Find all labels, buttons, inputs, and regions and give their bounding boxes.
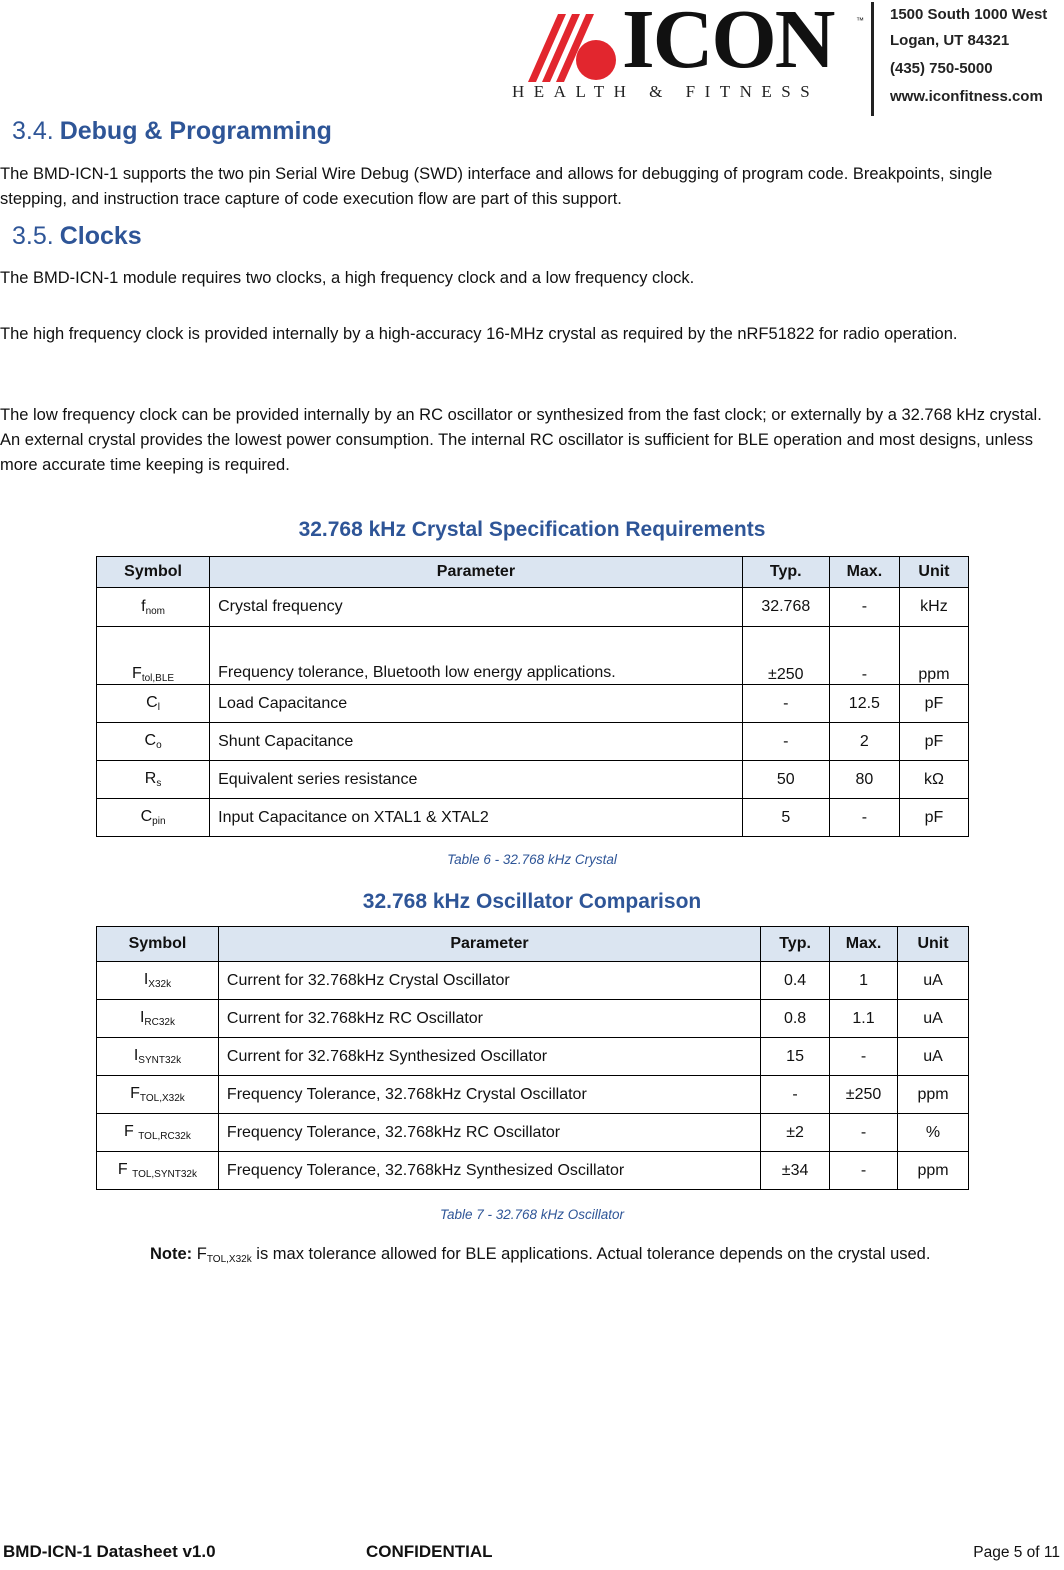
symbol-cell: $F_{tol,BLE}$	[97, 627, 210, 685]
unit-cell: %	[898, 1114, 969, 1152]
table-row	[97, 1152, 969, 1190]
table-row	[97, 588, 969, 627]
note-label: Note:	[150, 1245, 193, 1263]
section-number: 3.4.	[12, 117, 54, 145]
footer-confidential: CONFIDENTIAL	[366, 1542, 493, 1561]
header-max: Max.	[829, 557, 899, 588]
max-cell: -	[830, 1038, 898, 1076]
max-cell: -	[829, 799, 899, 837]
header-unit: Unit	[898, 927, 969, 962]
max-cell: -	[830, 1152, 898, 1190]
header-parameter: Parameter	[218, 927, 760, 962]
table-row	[97, 685, 969, 723]
logo-divider	[871, 2, 874, 116]
unit-cell: uA	[898, 962, 969, 1000]
typ-cell: ±2	[761, 1114, 830, 1152]
company-logo	[512, 2, 1064, 114]
table-row	[97, 761, 969, 799]
paragraph-clocks-3: The low frequency clock can be provided internally by an RC oscillator or synthesized from the fast clock; or externally by a 32.768 kHz crystal. An external crystal provides the lowest power consumption. The internal RC oscillator is sufficient for BLE operation and most designs, unless more accurate time keeping is required.	[0, 406, 1042, 474]
parameter-cell: Current for 32.768kHz RC Oscillator	[218, 1000, 760, 1038]
logo-trademark: ™	[856, 16, 864, 25]
section-heading-clocks	[12, 222, 142, 251]
table2-title: 32.768 kHz Oscillator Comparison	[362, 890, 702, 913]
note-symbol: F	[196, 1245, 207, 1263]
max-cell: ±250	[830, 1076, 898, 1114]
typ-cell: 0.8	[761, 1000, 830, 1038]
max-cell: 80	[829, 761, 899, 799]
address-line-1: 1500 South 1000 West	[890, 6, 1048, 23]
unit-cell: ppm	[899, 627, 968, 685]
address-line-3: (435) 750-5000	[890, 60, 993, 77]
symbol-cell: F $_{TOL,RC32k}$	[97, 1114, 219, 1152]
parameter-cell: Frequency tolerance, Bluetooth low energy applications.	[210, 627, 743, 685]
symbol-cell: $R_s$	[97, 761, 210, 799]
typ-cell: 5	[742, 799, 829, 837]
table2-caption: Table 7 - 32.768 kHz Oscillator	[439, 1207, 625, 1222]
parameter-cell: Input Capacitance on XTAL1 & XTAL2	[210, 799, 743, 837]
max-cell: 1	[830, 962, 898, 1000]
header-symbol: Symbol	[97, 557, 210, 588]
table-row	[97, 1000, 969, 1038]
paragraph-debug: The BMD-ICN-1 supports the two pin Serial Wire Debug (SWD) interface and allows for debugging of program code. Breakpoints, single stepping, and instruction trace capture of code execution flow are part of this support.	[0, 165, 993, 208]
typ-cell: -	[761, 1076, 830, 1114]
unit-cell: uA	[898, 1000, 969, 1038]
table-row	[97, 962, 969, 1000]
section-heading-debug	[12, 117, 332, 146]
typ-cell: 15	[761, 1038, 830, 1076]
table-header-row	[97, 927, 969, 962]
paragraph-clocks-2: The high frequency clock is provided internally by a high-accuracy 16-MHz crystal as required by the nRF51822 for radio operation.	[0, 325, 958, 343]
crystal-spec-table	[96, 556, 969, 837]
symbol-cell: $C_l$	[97, 685, 210, 723]
header-parameter: Parameter	[210, 557, 743, 588]
symbol-cell: $I_{RC32k}$	[97, 1000, 219, 1038]
header-typ: Typ.	[742, 557, 829, 588]
parameter-cell: Crystal frequency	[210, 588, 743, 627]
typ-cell: ±34	[761, 1152, 830, 1190]
table1-caption: Table 6 - 32.768 kHz Crystal	[447, 852, 617, 867]
section-number: 3.5.	[12, 222, 54, 250]
parameter-cell: Current for 32.768kHz Crystal Oscillator	[218, 962, 760, 1000]
footer-page-number: Page 5 of 11	[973, 1544, 1060, 1561]
typ-cell: 32.768	[742, 588, 829, 627]
note-symbol-sub: TOL,X32k	[206, 1254, 252, 1265]
parameter-cell: Frequency Tolerance, 32.768kHz Crystal Oscillator	[218, 1076, 760, 1114]
table-header-row	[97, 557, 969, 588]
typ-cell: 0.4	[761, 962, 830, 1000]
header-symbol: Symbol	[97, 927, 219, 962]
unit-cell: kHz	[899, 588, 968, 627]
max-cell: -	[829, 588, 899, 627]
max-cell: 2	[829, 723, 899, 761]
unit-cell: pF	[899, 685, 968, 723]
header-max: Max.	[830, 927, 898, 962]
max-cell: -	[830, 1114, 898, 1152]
table-row	[97, 627, 969, 685]
unit-cell: ppm	[898, 1076, 969, 1114]
typ-cell: -	[742, 723, 829, 761]
paragraph-clocks-1: The BMD-ICN-1 module requires two clocks, a high frequency clock and a low frequency clock.	[0, 269, 695, 287]
table-row	[97, 723, 969, 761]
symbol-cell: $F_{TOL,X32k}$	[97, 1076, 219, 1114]
symbol-cell: $C_{pin}$	[97, 799, 210, 837]
footer-doc-title: BMD-ICN-1 Datasheet v1.0	[3, 1542, 216, 1561]
parameter-cell: Frequency Tolerance, 32.768kHz Synthesized Oscillator	[218, 1152, 760, 1190]
table-row	[97, 1038, 969, 1076]
symbol-cell: $C_o$	[97, 723, 210, 761]
oscillator-comparison-table	[96, 926, 969, 1190]
table-row	[97, 1114, 969, 1152]
parameter-cell: Load Capacitance	[210, 685, 743, 723]
note-text: is max tolerance allowed for BLE applications. Actual tolerance depends on the crystal used.	[251, 1245, 931, 1263]
parameter-cell: Equivalent series resistance	[210, 761, 743, 799]
address-line-4: www.iconfitness.com	[890, 88, 1043, 105]
header-typ: Typ.	[761, 927, 830, 962]
unit-cell: pF	[899, 799, 968, 837]
note-paragraph	[150, 1242, 1030, 1272]
symbol-cell: F $_{TOL,SYNT32k}$	[97, 1152, 219, 1190]
unit-cell: ppm	[898, 1152, 969, 1190]
logo-subtitle: HEALTH & FITNESS	[512, 82, 820, 101]
symbol-cell: $f_{nom}$	[97, 588, 210, 627]
symbol-cell: $I_{SYNT32k}$	[97, 1038, 219, 1076]
unit-cell: kΩ	[899, 761, 968, 799]
section-title: Debug & Programming	[59, 117, 332, 145]
header-unit: Unit	[899, 557, 968, 588]
unit-cell: uA	[898, 1038, 969, 1076]
typ-cell: -	[742, 685, 829, 723]
address-line-2: Logan, UT 84321	[890, 32, 1010, 49]
table-row	[97, 1076, 969, 1114]
icon-logo-mark	[514, 10, 624, 82]
max-cell: 1.1	[830, 1000, 898, 1038]
unit-cell: pF	[899, 723, 968, 761]
table-row	[97, 799, 969, 837]
section-title: Clocks	[59, 222, 142, 250]
logo-word: ICON	[622, 0, 834, 86]
max-cell: -	[829, 627, 899, 685]
typ-cell: ±250	[742, 627, 829, 685]
typ-cell: 50	[742, 761, 829, 799]
parameter-cell: Current for 32.768kHz Synthesized Oscillator	[218, 1038, 760, 1076]
symbol-cell: $I_{X32k}$	[97, 962, 219, 1000]
max-cell: 12.5	[829, 685, 899, 723]
parameter-cell: Shunt Capacitance	[210, 723, 743, 761]
table1-title: 32.768 kHz Crystal Specification Requirements	[298, 518, 766, 541]
parameter-cell: Frequency Tolerance, 32.768kHz RC Oscillator	[218, 1114, 760, 1152]
